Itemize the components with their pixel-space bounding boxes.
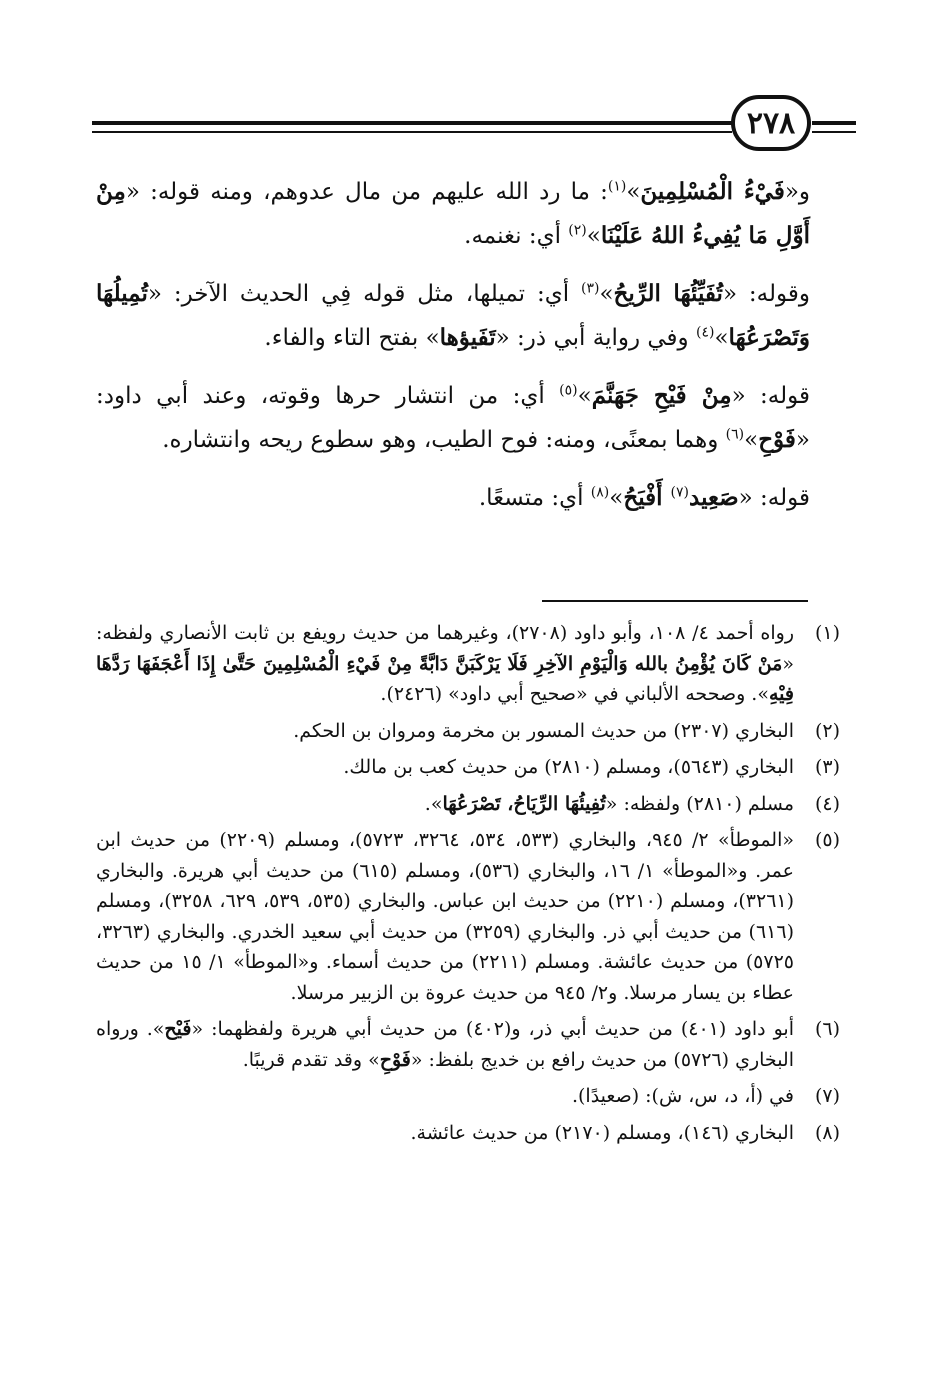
text: »	[714, 325, 729, 351]
text: : ما رد الله عليهم من مال عدوهم، ومنه قوله: «	[125, 179, 608, 205]
text: رواه أحمد ٤/ ١٠٨، وأبو داود (٢٧٠٨)، وغيرهما من حديث رويفع بن ثابت الأنصاري ولفظه: «	[96, 622, 794, 675]
footnote-ref[interactable]: (٥)	[559, 382, 578, 399]
text: قوله: «	[738, 485, 810, 511]
footnote	[96, 825, 840, 1008]
hadith-quote: تُفَيِّئُهَا الرِّيحُ	[613, 280, 723, 307]
hadith-quote: تَفَيؤها	[439, 324, 496, 351]
footnote-ref[interactable]: (٧)	[670, 484, 689, 501]
footnote	[96, 1081, 840, 1112]
footnote-separator	[542, 600, 808, 602]
footnote-ref[interactable]: (١)	[607, 178, 627, 195]
text: »	[599, 281, 614, 307]
footnote-number: (٣)	[814, 756, 840, 778]
text: وفي رواية أبي ذر: «	[495, 325, 696, 351]
footnote-text: البخاري (٢٣٠٧) من حديث المسور بن مخرمة ومروان بن الحكم.	[293, 719, 794, 742]
hadith-quote: فَوْحِ	[379, 1048, 411, 1071]
footnote-number: (٧)	[814, 1085, 840, 1107]
footnote-text: في (أ، د، س، ش): (صعيدًا).	[571, 1085, 794, 1107]
text: و«	[784, 179, 810, 205]
footnote-number: (٢)	[814, 719, 840, 742]
header-rule-right-thin	[812, 131, 856, 133]
text: »	[626, 179, 641, 205]
hadith-quote: تُمِيلُهَا وَتَصْرَعُهَا	[96, 280, 810, 351]
text: »	[744, 427, 759, 453]
text: »	[586, 223, 601, 249]
hadith-quote: تُفِيئُهَا الرِّيَاحُ، تَصْرَعُهَا	[442, 792, 606, 815]
text: وقوله: «	[722, 281, 810, 307]
page-number: ٢٧٨	[731, 95, 811, 151]
text: وهما بمعنًى، ومنه: فوح الطيب، وهو سطوع ريحه وانتشاره.	[162, 427, 726, 453]
main-text	[96, 170, 810, 534]
paragraph-4	[96, 476, 810, 520]
paragraph-3	[96, 374, 810, 462]
footnote-text	[96, 618, 794, 710]
hadith-quote: فَيْح	[164, 1018, 192, 1040]
text: أبو داود (٤٠١) من حديث أبي ذر، و(٤٠٢) من حديث أبي هريرة ولفظهما: «	[191, 1018, 794, 1040]
footnote-text	[96, 1014, 794, 1075]
footnotes	[96, 618, 840, 1154]
footnote-text: «الموطأ» ٢/ ٩٤٥، والبخاري (٥٣٣، ٥٣٤، ٣٢٦٤، ٥٧٢٣)، ومسلم (٢٢٠٩) من حديث ابن عمر. و«الموطأ» ١/ ١٦، والبخاري (٥٣٦)، ومسلم (٦١٥) من حديث أبي هريرة. والبخاري (٣٢٦١)، ومسلم (٢٢١٠) من حديث ابن عباس. والبخاري (٥٣٥، ٥٣٩، ٦٢٩، ٣٢٥٨)، ومسلم (٦١٦) من حديث أبي ذر. والبخاري (٣٢٥٩) من حديث أبي سعيد الخدري. والبخاري (٣٢٦٣، ٥٧٢٥) من حديث عائشة. ومسلم (٢٢١١) من حديث أسماء. و«الموطأ» ١/ ١٥ من حديث عطاء بن يسار مرسلا. و٢/ ٩٤٥ من حديث عروة بن الزبير مرسلا.	[96, 829, 795, 1004]
hadith-quote: فَوْحِ	[758, 426, 796, 453]
text: مسلم (٢٨١٠) ولفظه: «	[605, 792, 794, 815]
footnote-ref[interactable]: (٣)	[580, 280, 600, 297]
text: قوله: «	[731, 383, 811, 409]
header-rule	[92, 121, 732, 125]
footnote-number: (٤)	[814, 792, 840, 815]
header-rule-thin	[92, 131, 732, 133]
text: » وقد تقدم قريبًا.	[242, 1048, 380, 1071]
footnote-text: البخاري (١٤٦)، ومسلم (٢١٧٠) من حديث عائشة.	[410, 1121, 794, 1144]
hadith-quote: صَعِيد	[689, 484, 739, 511]
text: »	[609, 485, 624, 511]
footnote-ref[interactable]: (٨)	[590, 484, 610, 501]
text: ». ورواه البخاري (٥٧٢٦) من حديث رافع بن خديج بلفظ: «	[96, 1018, 794, 1071]
footnote-ref[interactable]: (٤)	[695, 324, 715, 341]
footnote	[96, 716, 840, 747]
hadith-quote: مَنْ كَانَ يُؤْمِنُ بالله وَالْيَوْمِ الآخِرِ فَلَا يَرْكَبَنَّ دَابَّةً مِنْ فَيْءِ الْمُسْلِمِينَ حَتَّىٰ إِذَا أَعْجَفَهَا رَدَّهَا فِيْهِ	[96, 652, 794, 705]
footnote-number: (٨)	[814, 1121, 840, 1144]
footnote	[96, 618, 840, 710]
text: ». وصححه الألباني في «صحيح أبي داود» (٢٤٢٦).	[380, 683, 769, 705]
hadith-quote: فَيْءُ الْمُسْلِمِينَ	[640, 178, 785, 205]
footnote	[96, 752, 840, 783]
footnote-ref[interactable]: (٢)	[568, 222, 587, 239]
hadith-quote: مِنْ فَيْحِ جَهَنَّمَ	[591, 382, 732, 409]
footnote-number: (١)	[814, 622, 840, 644]
hadith-quote: مِنْ أَوَّلِ مَا يُفِيءُ اللهُ عَلَيْنَا	[96, 178, 810, 249]
text: أي: نغنمه.	[464, 223, 569, 249]
text: ».	[424, 792, 443, 815]
paragraph-1	[96, 170, 810, 258]
text: »	[577, 383, 592, 409]
paragraph-2	[96, 272, 810, 360]
footnote	[96, 1014, 840, 1075]
footnote-number: (٥)	[814, 829, 840, 851]
text: أي: متسعًا.	[478, 485, 591, 511]
text: » بفتح التاء والفاء.	[264, 325, 440, 351]
text: أي: من انتشار حرها وقوته، وعند أبي داود: «	[96, 383, 810, 453]
text: أي: تميلها، مثل قوله فِي الحديث الآخر: «	[147, 281, 581, 307]
footnote-text	[96, 789, 794, 820]
footnote-number: (٦)	[814, 1018, 840, 1040]
hadith-quote: أَفْيَحُ	[623, 484, 671, 511]
footnote-text: البخاري (٥٦٤٣)، ومسلم (٢٨١٠) من حديث كعب بن مالك.	[343, 756, 794, 778]
header-rule-right	[812, 121, 856, 125]
footnote-ref[interactable]: (٦)	[725, 426, 745, 443]
footnote	[96, 789, 840, 820]
footnote	[96, 1118, 840, 1149]
